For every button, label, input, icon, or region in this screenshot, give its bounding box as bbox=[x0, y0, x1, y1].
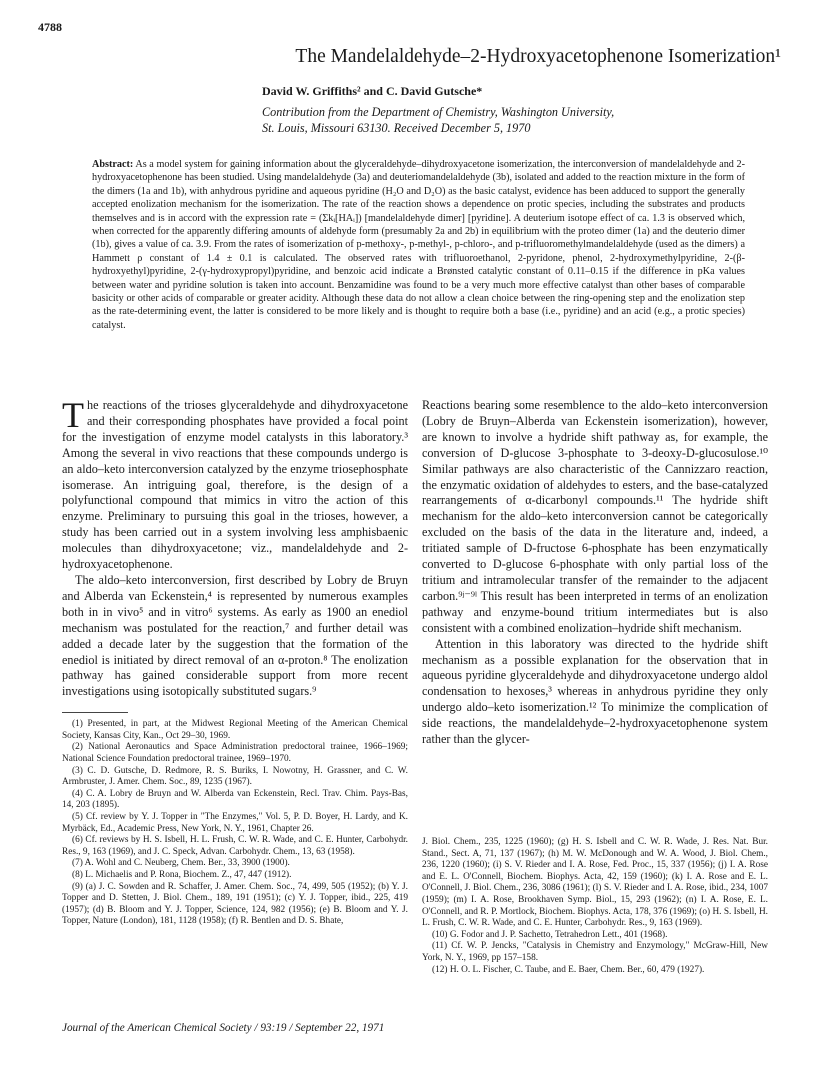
body-paragraph: Reactions bearing some resemblence to the aldo–keto interconversion (Lobry de Bruyn–Alberda van Eckenstein isomerization), however, are known to involve a hydride shift pathway as, for example, the conversion of D-glucose 3-phosphate to 3-deoxy-D-glucosulose.¹⁰ Similar pathways are also characteristic of the Cannizzaro reaction, the enzymatic oxidation of aldehydes to esters, and the base-catalyzed rearrangements of α-dicarbonyl compounds.¹¹ The hydride shift mechanism for the aldo–keto interconversion cannot be categorically excluded on the basis of the data in the literature and, indeed, a tritiated sample of D-fructose 6-phosphate has been enzymatically converted to D-glucose 6-phosphate with only partial loss of the tritium and intramolecular transfer of the remainder to the adjacent carbon.⁹ʲ⁻⁹ˡ This result has been interpreted in terms of an enolization pathway and enzyme-bound tritium intermediates but is also consistent with a combined enolization–hydride shift mechanism. bbox=[422, 398, 768, 635]
article-title: The Mandelaldehyde–2-Hydroxyacetophenone Isomerization¹ bbox=[295, 46, 781, 67]
right-column bbox=[422, 398, 768, 748]
footnotes-left bbox=[62, 719, 408, 928]
body-paragraph: The aldo–keto interconversion, first described by Lobry de Bruyn and Alberda van Eckenstein,⁴ is represented by numerous examples both in in vivo⁵ and in vitro⁶ systems. As early as 1900 an enediol mechanism was postulated for the reaction,⁷ and further detail was added a decade later by the suggestion that the formation of the enediol is initiated by direct removal of an α-proton.⁸ The enolization pathway has gained considerable support from more recent investigations using isotopically substituted sugars.⁹ bbox=[62, 572, 408, 699]
affiliation bbox=[262, 104, 782, 136]
footnote: J. Biol. Chem., 235, 1225 (1960); (g) H. S. Isbell and C. W. R. Wade, J. Res. Nat. Bur. Stand., Sect. A, 71, 137 (1967); (h) M. W. McDonough and W. A. Wood, J. Biol. Chem., 236, 1220 (1960); (i) S. V. Rieder and I. A. Rose, Fed. Proc., 15, 337 (1956); (j) I. A. Rose and E. L. O'Connell, Biochem. Biophys. Acta, 42, 159 (1960); (k) I. A. Rose and E. L. O'Connell, J. Biol. Chem., 236, 3086 (1961); (l) S. V. Rieder and I. A. Rose, ibid., 234, 1007 (1959); (m) I. A. Rose, Brookhaven Symp. Biol., 15, 293 (1962); (n) I. A. Rose, E. L. O'Connell, and R. P. Mortlock, Biochem. Biophys. Acta, 178, 376 (1969); (o) H. S. Isbell, H. L. Frush, C. W. R. Wade, and C. E. Hunter, Carbohydr. Res., 9, 163 (1969). bbox=[422, 837, 768, 929]
authors: David W. Griffiths² and C. David Gutsche* bbox=[262, 84, 483, 98]
footnote: (8) L. Michaelis and P. Rona, Biochem. Z., 47, 447 (1912). bbox=[72, 869, 292, 880]
abstract-text: As a model system for gaining information about the glyceraldehyde–dihydroxyacetone isomerization, the interconversion of mandelaldehyde and 2-hydroxyacetophenone has been studied. Using mandelaldehyde (3a) and deuteriomandelaldehyde (3b), isolated and added to the reaction mixture in the form of the dimers (1a and 1b), with anhydrous pyridine and aqueous pyridine (H₂O and D₂O) as the basic catalyst, evidence has been adduced to support the generally accepted enolization mechanism for the isomerization. The rate of the reaction shows a dependence on protic species, including the substrates and products themselves and is in accord with the expression rate = (Σkᵢ[HAᵢ]) [mandelaldehyde dimer] [pyridine]. A deuterium isotope effect of ca. 1.3 is observed which, when corrected for the apparently differing amounts of aldehyde form (presumably 2a and 2b) in equilibrium with the proteo dimer (1a) and the deuterio dimer (1b), gives a value of ca. 3.9. From the rates of isomerization of p-methoxy-, p-methyl-, p-chloro-, and p-trifluoromethylmandelaldehyde (used as the dimers) a Hammett ρ constant of 1.4 ± 0.1 is calculated. The observed rates with trifluoroethanol, 2-pyridone, phenol, 2-hydroxymethylpyridine, 2-(β-hydroxyethyl)pyridine, 2-(γ-hydroxypropyl)pyridine, and benzoic acid indicate a Brønsted catalytic constant of 0.11–0.15 if the difference in pKa values between water and pyridine solution is taken into account. Benzamidine was found to be a very much more effective catalyst than other bases of comparable basicity or other acids of comparable or greater acidity. Although these data do not allow a clean choice between the ring-opening step and the enolization step as the rate-determining event, the latter is considered to be more likely and is thought to require both a base (i.e., pyridine) and an acid (e.g., a protic species) catalyst. bbox=[92, 159, 745, 331]
footnote: (2) National Aeronautics and Space Administration predoctoral trainee, 1966–1969; National Science Foundation predoctoral trainee, 1969–1970. bbox=[62, 742, 408, 764]
footnote: (7) A. Wohl and C. Neuberg, Chem. Ber., 33, 3900 (1900). bbox=[72, 858, 290, 869]
footnote: (6) Cf. reviews by H. S. Isbell, H. L. Frush, C. W. R. Wade, and C. E. Hunter, Carbohydr. Res., 9, 163 (1969), and J. C. Speck, Advan. Carbohydr. Chem., 13, 63 (1958). bbox=[62, 835, 408, 857]
footnote: (4) C. A. Lobry de Bruyn and W. Alberda van Eckenstein, Recl. Trav. Chim. Pays-Bas, 14, 203 (1895). bbox=[62, 788, 408, 811]
journal-footer: Journal of the American Chemical Society / 93:19 / September 22, 1971 bbox=[62, 1022, 385, 1034]
footnote: (5) Cf. review by Y. J. Topper in "The Enzymes," Vol. 5, P. D. Boyer, H. Lardy, and K. Myrbäck, Ed., Academic Press, New York, N. Y., 1961, Chapter 26. bbox=[62, 811, 408, 834]
abstract-label: Abstract: bbox=[92, 159, 134, 170]
abstract bbox=[92, 158, 745, 332]
drop-cap: T bbox=[62, 395, 84, 435]
affiliation-line-2: St. Louis, Missouri 63130. Received December 5, 1970 bbox=[262, 121, 531, 135]
footnotes-right bbox=[422, 837, 768, 976]
body-paragraph: Attention in this laboratory was directed to the hydride shift mechanism as a possible explanation for the observation that in aqueous pyridine glyceraldehyde and dihydroxyacetone undergo aldol condensation to hexoses,³ whereas in anhydrous pyridine they only undergo aldo–keto isomerization.¹² To minimize the complication of side reactions, the mandelaldehyde–2-hydroxyacetophenone system rather than the glycer- bbox=[422, 636, 768, 747]
body-paragraph: The reactions of the trioses glyceraldehyde and dihydroxyacetone and their corresponding phosphates have provided a focal point for the investigation of enzyme model catalysts in this laboratory.³ Among the several in vivo reactions that these compounds undergo is an aldo–keto interconversion catalyzed by the enzyme triosephosphate isomerase. An intriguing goal, therefore, is the design of a polyfunctional compound that mimics in vitro the action of this enzyme. Preliminary to pursuing this goal in the trioses, however, a study has been carried out in a system involving less amphisbaenic molecules than dihydroxyacetone; viz., mandelaldehyde and 2-hydroxyacetophenone. bbox=[62, 395, 408, 572]
left-column bbox=[62, 395, 408, 928]
footnote: (1) Presented, in part, at the Midwest Regional Meeting of the American Chemical Society, Kansas City, Kan., Oct 29–30, 1969. bbox=[62, 719, 408, 741]
footnote: (11) Cf. W. P. Jencks, "Catalysis in Chemistry and Enzymology," McGraw-Hill, New York, N. Y., 1969, pp 157–158. bbox=[422, 941, 768, 963]
page-number: 4788 bbox=[38, 20, 62, 34]
footnote: (9) (a) J. C. Sowden and R. Schaffer, J. Amer. Chem. Soc., 74, 499, 505 (1952); (b) Y. J. Topper and D. Stetten, J. Biol. Chem., 189, 191 (1951); (c) Y. J. Topper, ibid., 225, 419 (1957); (d) B. Bloom and Y. J. Topper, Science, 124, 982 (1956); (e) B. Bloom and Y. J. Topper, Nature (London), 181, 1128 (1958); (f) R. Bentlen and D. S. Bhate, bbox=[62, 881, 408, 927]
footnote: (12) H. O. L. Fischer, C. Taube, and E. Baer, Chem. Ber., 60, 479 (1927). bbox=[432, 964, 705, 975]
footnote-divider bbox=[62, 712, 128, 713]
affiliation-line-1: Contribution from the Department of Chemistry, Washington University, bbox=[262, 105, 615, 119]
footnote: (10) G. Fodor and J. P. Sachetto, Tetrahedron Lett., 401 (1968). bbox=[432, 929, 668, 940]
footnote: (3) C. D. Gutsche, D. Redmore, R. S. Buriks, I. Nowotny, H. Grassner, and C. W. Armbruster, J. Amer. Chem. Soc., 89, 1235 (1967). bbox=[62, 765, 408, 788]
